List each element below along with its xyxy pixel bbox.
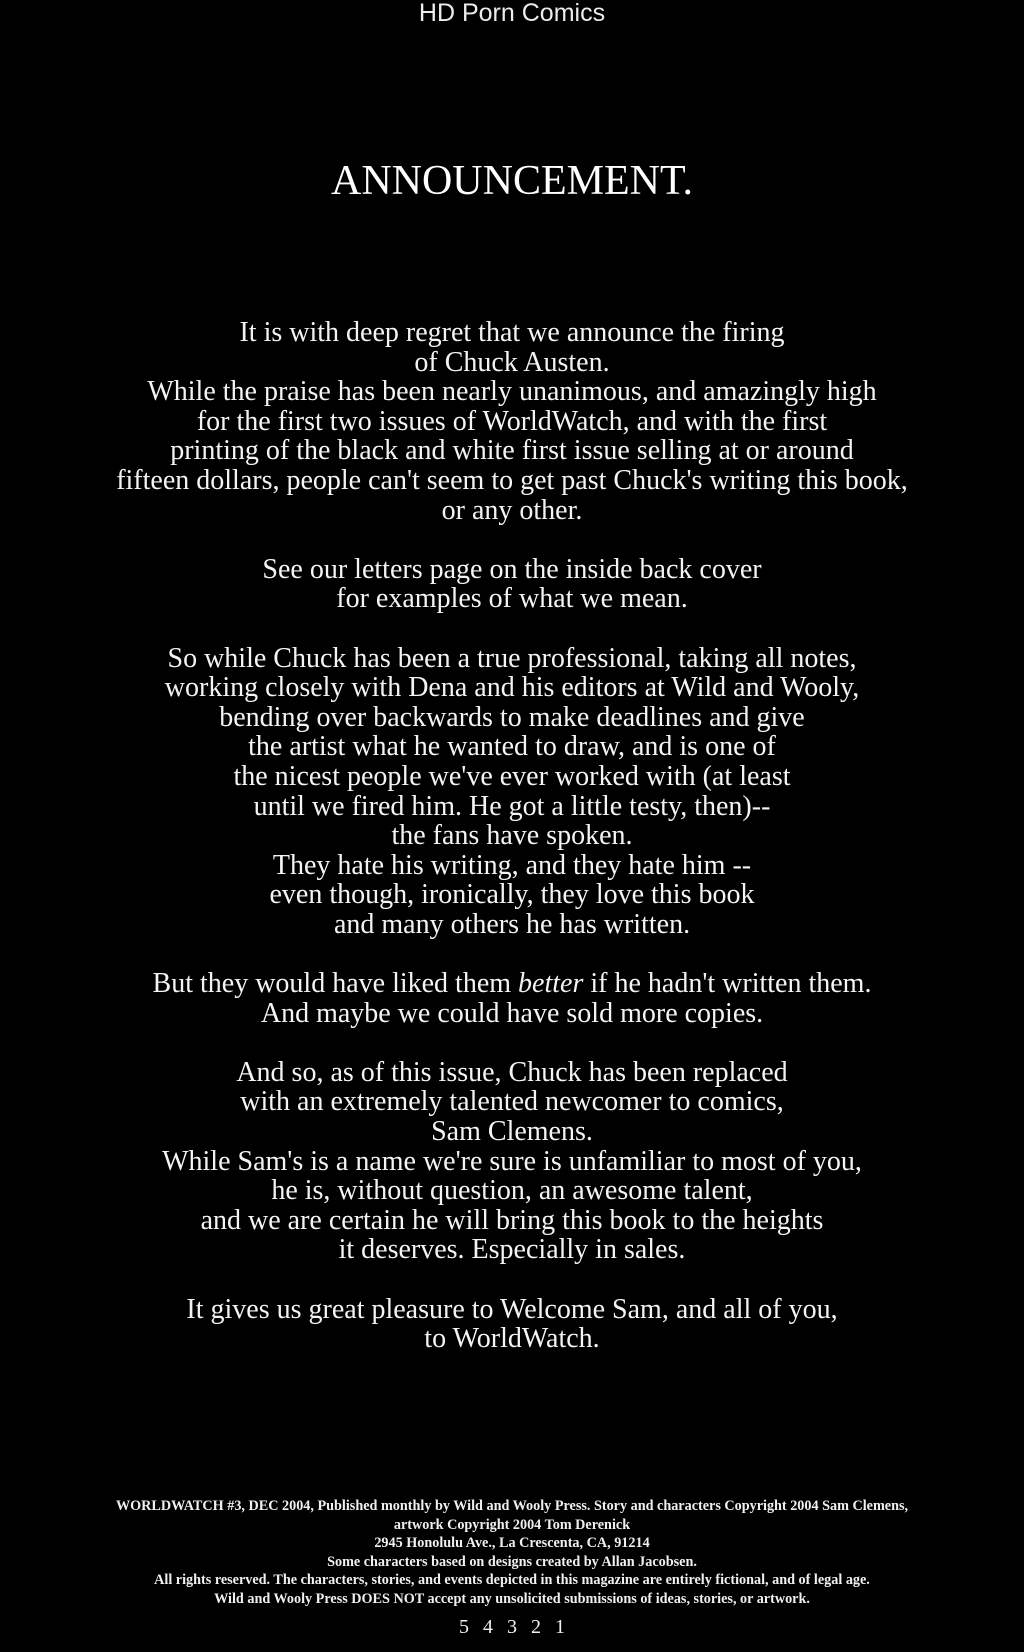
- paragraph-gap: [0, 614, 1024, 644]
- footer-line: Wild and Wooly Press DOES NOT accept any unsolicited submissions of ideas, stories, or artwork.: [214, 1590, 810, 1607]
- paragraph-professional: [0, 644, 1024, 940]
- printing-number: 4: [483, 1616, 493, 1638]
- text-line: working closely with Dena and his editors at Wild and Wooly,: [164, 672, 860, 704]
- text-line: the nicest people we've ever worked with (at least: [233, 760, 791, 792]
- text-line: he is, without question, an awesome talent,: [271, 1175, 753, 1207]
- paragraph-gap: [0, 1265, 1024, 1295]
- text-line: or any other.: [441, 494, 583, 526]
- text-line: printing of the black and white first issue selling at or around: [170, 435, 854, 467]
- text-line: While the praise has been nearly unanimous, and amazingly high: [147, 376, 877, 408]
- text-line: It is with deep regret that we announce the firing: [239, 317, 785, 348]
- text-line: And maybe we could have sold more copies.: [260, 997, 764, 1029]
- printing-number: 1: [555, 1616, 565, 1638]
- paragraph-gap: [0, 1028, 1024, 1058]
- footer-line: Some characters based on designs created by Allan Jacobsen.: [327, 1553, 697, 1570]
- text-line: of Chuck Austen.: [414, 346, 610, 378]
- printing-number: 2: [531, 1616, 541, 1638]
- text-fragment: But they would have liked them: [152, 968, 519, 1000]
- text-fragment: if he hadn't written them.: [583, 968, 872, 1000]
- emphasis-text: better: [518, 968, 584, 1000]
- text-line: with an extremely talented newcomer to comics,: [240, 1086, 784, 1118]
- indicia-footer: [0, 1497, 1024, 1608]
- announcement-body: [0, 318, 1024, 1354]
- paragraph-better: [0, 969, 1024, 1028]
- text-line: the artist what he wanted to draw, and is one of: [248, 731, 776, 763]
- text-line: It gives us great pleasure to Welcome Sam, and all of you,: [186, 1293, 838, 1325]
- footer-line: WORLDWATCH #3, DEC 2004, Published monthly by Wild and Wooly Press. Story and characters Copyright 2004 Sam Clemens,: [115, 1498, 909, 1514]
- text-line: for examples of what we mean.: [336, 583, 688, 615]
- text-line: They hate his writing, and they hate him --: [272, 849, 752, 881]
- printing-line: [0, 1615, 1024, 1639]
- printing-number: 5: [459, 1616, 469, 1638]
- text-line: to WorldWatch.: [424, 1323, 600, 1355]
- text-line: bending over backwards to make deadlines and give: [219, 701, 805, 733]
- text-line: it deserves. Especially in sales.: [338, 1234, 686, 1266]
- text-line: until we fired him. He got a little testy, then)--: [253, 790, 771, 822]
- paragraph-welcome: [0, 1295, 1024, 1354]
- watermark-text: HD Porn Comics: [418, 0, 606, 27]
- text-line: Sam Clemens.: [431, 1116, 593, 1148]
- paragraph-firing: [0, 318, 1024, 525]
- paragraph-gap: [0, 939, 1024, 969]
- footer-line: 2945 Honolulu Ave., La Crescenta, CA, 91214: [374, 1535, 650, 1551]
- text-line: the fans have spoken.: [391, 820, 633, 852]
- text-line: and many others he has written.: [333, 908, 691, 940]
- paragraph-gap: [0, 525, 1024, 555]
- printing-number: 3: [507, 1616, 517, 1638]
- text-line: And so, as of this issue, Chuck has been replaced: [236, 1056, 788, 1088]
- text-line: While Sam's is a name we're sure is unfamiliar to most of you,: [162, 1145, 862, 1177]
- page-title: ANNOUNCEMENT.: [330, 158, 694, 204]
- text-line: for the first two issues of WorldWatch, and with the first: [196, 405, 828, 437]
- footer-line: All rights reserved. The characters, stories, and events depicted in this magazine are entirely fictional, and of legal age.: [154, 1572, 870, 1588]
- text-line: fifteen dollars, people can't seem to get past Chuck's writing this book,: [116, 464, 908, 496]
- text-line: See our letters page on the inside back cover: [262, 553, 762, 585]
- text-line: and we are certain he will bring this book to the heights: [200, 1204, 824, 1236]
- paragraph-replacement: [0, 1058, 1024, 1265]
- text-line: So while Chuck has been a true professional, taking all notes,: [167, 642, 857, 674]
- footer-line: artwork Copyright 2004 Tom Derenick: [393, 1516, 631, 1533]
- text-line: even though, ironically, they love this book: [269, 879, 755, 911]
- text-line: [0, 969, 1024, 999]
- paragraph-letters-page: [0, 555, 1024, 614]
